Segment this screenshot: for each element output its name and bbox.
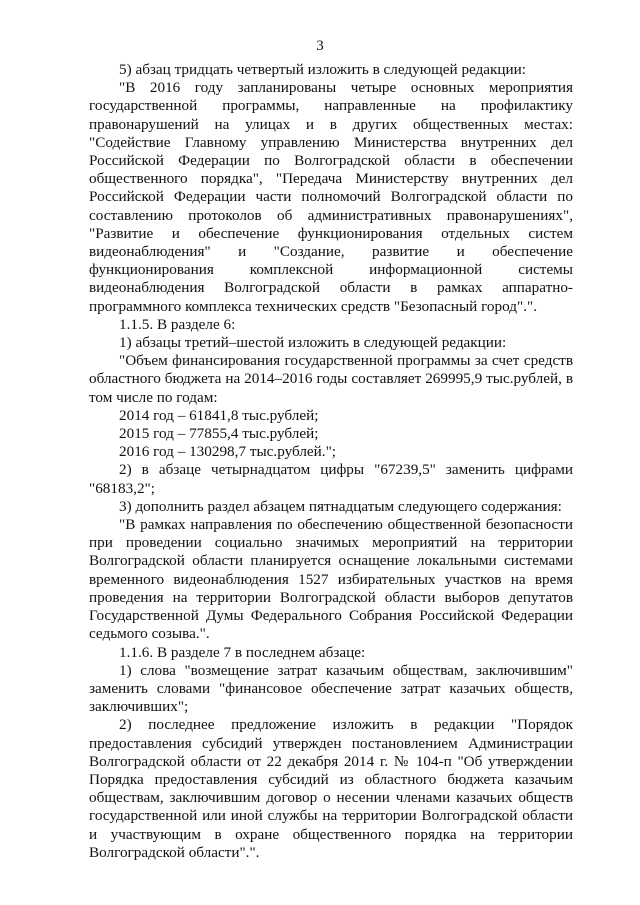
paragraph: 1.1.5. В разделе 6:	[119, 315, 236, 333]
paragraph: 2) в абзаце четырнадцатом цифры "67239,5" заменить цифрами "68183,2";	[89, 461, 573, 497]
paragraph: "В рамках направления по обеспечению общественной безопасности при проведении социально значимых мероприятий на территории Волгоградской области планируется оснащение локальными системами временного видеонаблюдения 1527 избирательных участков на время проведения на территории Волгоградской области выборов депутатов Государственной Думы Федерального Собрания Российской Федерации седьмого созыва.".	[89, 516, 573, 643]
page-number: 3	[316, 38, 324, 54]
paragraph: "Объем финансирования государственной программы за счет средств областного бюджета на 2014–2016 годы составляет 269995,9 тыс.рублей, в том числе по годам:	[89, 352, 573, 406]
paragraph: 2015 год – 77855,4 тыс.рублей;	[119, 425, 319, 443]
paragraph: 1) абзацы третий–шестой изложить в следующей редакции:	[119, 334, 507, 352]
paragraph: 2) последнее предложение изложить в редакции "Порядок предоставления субсидий утвержден постановлением Администрации Волгоградской области от 22 декабря 2014 г. № 104-п "Об утверждении Порядка предоставления субсидий из областного бюджета казачьим обществам, заключившим договор о несении членами казачьих обществ государственной или иной службы на территории Волгоградской области и участвующим в охране общественного порядка на территории Волгоградской области".".	[89, 716, 573, 861]
paragraph: "В 2016 году запланированы четыре основных мероприятия государственной программы, направленные на профилактику правонарушений на улицах и в других общественных местах: "Содействие Главному управлению Министерства внутренних дел Российской Федерации по Волгоградской области в обеспечении общественного порядка", "Передача Министерству внутренних дел Российской Федерации части полномочий Волгоградской области по составлению протоколов об административных правонарушениях", "Развитие и обеспечение функционирования отдельных систем видеонаблюдения" и "Создание, развитие и обеспечение функционирования комплексной информационной системы видеонаблюдения Волгоградской области в рамках аппаратно-программного комплекса технических средств "Безопасный город".".	[89, 79, 573, 315]
paragraph: 1) слова "возмещение затрат казачьим обществам, заключившим" заменить словами "финансовое обеспечение затрат казачьих обществ, заключивших";	[89, 661, 573, 716]
paragraph: 2014 год – 61841,8 тыс.рублей;	[119, 406, 319, 424]
paragraph: 3) дополнить раздел абзацем пятнадцатым следующего содержания:	[119, 497, 562, 515]
document-body	[89, 61, 573, 862]
paragraph: 2016 год – 130298,7 тыс.рублей.";	[119, 443, 337, 461]
paragraph: 5) абзац тридцать четвертый изложить в следующей редакции:	[119, 61, 527, 78]
paragraph: 1.1.6. В разделе 7 в последнем абзаце:	[119, 643, 366, 661]
